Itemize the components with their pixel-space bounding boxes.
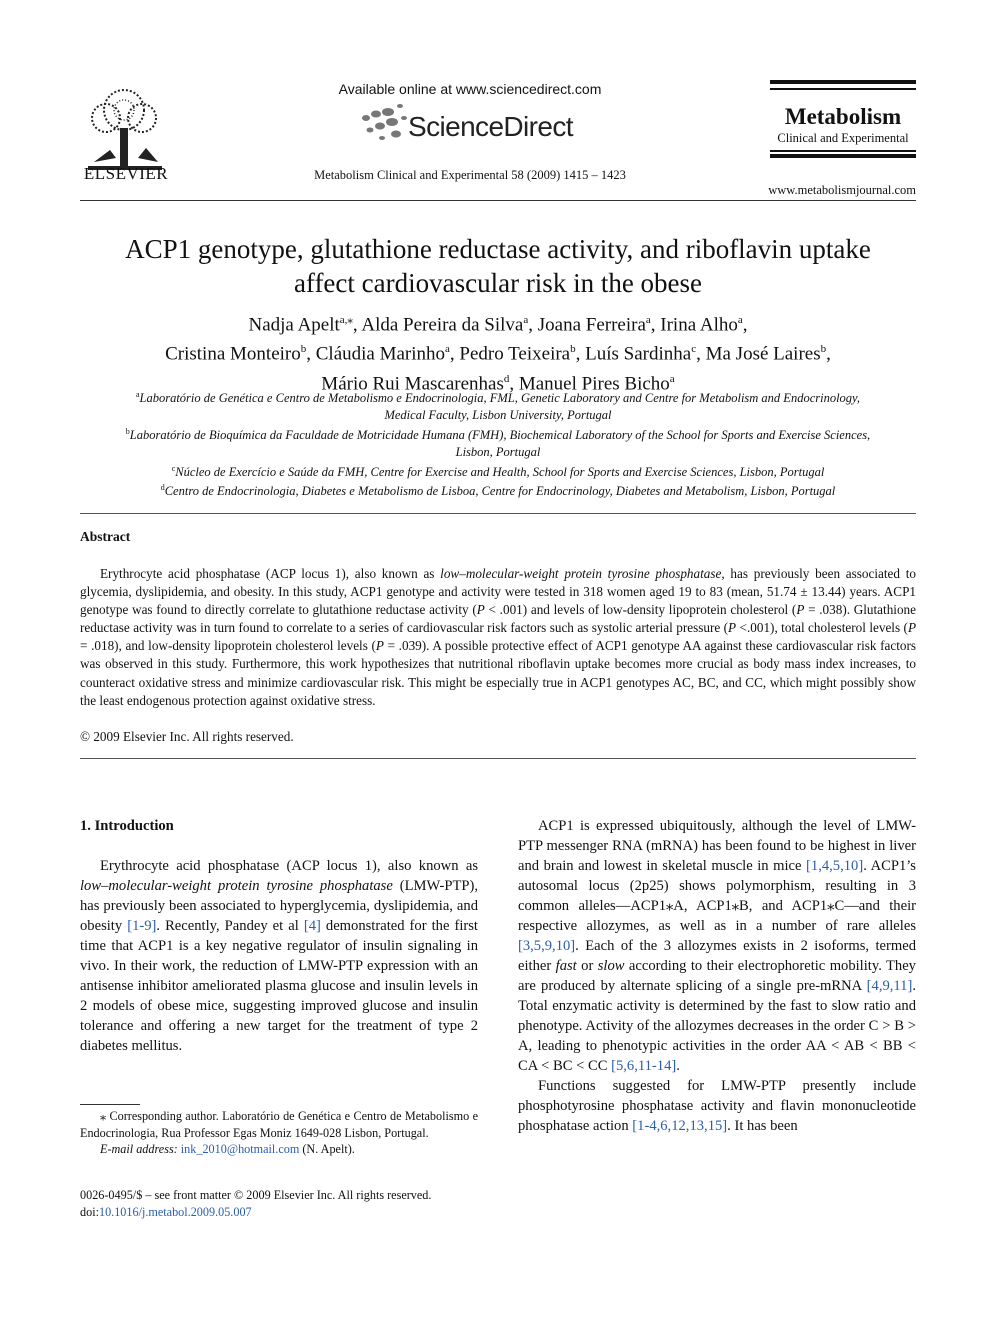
author-separator: , — [509, 372, 519, 394]
right-column — [518, 816, 916, 1136]
affiliation-line — [80, 461, 916, 481]
author-separator: , — [449, 343, 460, 365]
footnote-rule — [80, 1104, 140, 1105]
citation-link[interactable]: [5,6,11-14] — [611, 1058, 677, 1074]
text-run: (LMW-PTP), has previously been associated to hyperglycemia, dyslipidemia, and obesity — [80, 878, 478, 934]
author-name: Pedro Teixeira — [459, 343, 571, 365]
abstract-paragraph — [80, 565, 916, 710]
author-separator: , — [306, 343, 316, 365]
citation-link[interactable]: [4,9,11] — [866, 978, 913, 994]
available-online-text: Available online at www.sciencedirect.com — [338, 81, 602, 97]
abstract-copyright: © 2009 Elsevier Inc. All rights reserved. — [80, 729, 294, 744]
email-link[interactable]: ink_2010@hotmail.com — [180, 1142, 300, 1156]
author-affiliation-mark: a,⁎ — [339, 314, 353, 326]
affiliation-text: Laboratório de Genética e Centro de Metabolismo e Endocrinologia, FML, Genetic Laboratory and Centre for Metabolism and Endocrinology, — [139, 391, 861, 406]
author-name: Joana Ferreira — [537, 314, 646, 336]
body-paragraph — [80, 856, 478, 1056]
author-affiliation-mark: a — [737, 314, 743, 326]
italic-text: low–molecular-weight protein tyrosine phosphatase — [80, 878, 393, 894]
text-run: or — [576, 958, 598, 974]
author-name: Cristina Monteiro — [165, 343, 301, 365]
affiliation-text: Lisbon, Portugal — [455, 444, 541, 459]
italic-text: P — [796, 602, 805, 618]
issn-line: 0026-0495/$ – see front matter © 2009 Elsevier Inc. All rights reserved. — [80, 1188, 432, 1202]
footnote — [80, 1108, 478, 1158]
affiliation-text: Núcleo de Exercício e Saúde da FMH, Centre for Exercise and Health, School for Sports and Exercise Sciences, Lisbon, Portugal — [175, 464, 825, 479]
author-line — [80, 337, 916, 366]
journal-logo-rule — [770, 154, 916, 158]
doi-label: doi: — [80, 1204, 99, 1219]
corresponding-author-note: ⁎ Corresponding author. Laboratório de Genética e Centro de Metabolismo e Endocrinologia, Rua Professor Egas Moniz 1649-028 Lisbon, Portugal. — [80, 1109, 478, 1140]
citation-link[interactable]: [1-4,6,12,13,15] — [632, 1118, 728, 1134]
text-run: Functions suggested for LMW-PTP presently include phosphotyrosine phosphatase activity and flavin mononucleotide phosphatase action — [518, 1078, 916, 1134]
italic-text: low–molecular-weight protein tyrosine phosphatase — [440, 566, 722, 581]
author-name: Luís Sardinha — [585, 343, 692, 365]
author-affiliation-mark: b — [570, 343, 576, 356]
journal-logo-subtitle: Clinical and Experimental — [777, 131, 909, 145]
text-run: = .018), and low-density lipoprotein cholesterol levels ( — [80, 638, 376, 654]
body-paragraph — [518, 1076, 916, 1136]
author-separator: , — [575, 343, 586, 365]
author-separator: , — [826, 343, 831, 365]
text-run: . Total enzymatic activity is determined by the fast to slow ratio and phenotype. Activity of the allozymes decreases in the order C > B > A, leading to phenotypic activities in the order AA < AB < BB < CA < BC < CC — [518, 978, 916, 1074]
email-line — [80, 1141, 478, 1158]
author-line — [80, 308, 916, 337]
italic-text: P — [476, 602, 485, 618]
text-run: ACP1 is expressed ubiquitously, although the level of LMW-PTP messenger RNA (mRNA) has been found to be highest in liver and brain and lowest in skeletal muscle in mice — [518, 818, 916, 874]
author-name: Mário Rui Mascarenhas — [321, 372, 504, 394]
article-title — [80, 232, 916, 300]
publisher-name: ELSEVIER — [83, 164, 169, 183]
author-separator: , — [352, 314, 362, 336]
italic-text: P — [728, 620, 737, 636]
text-run: . Each of the 3 allozymes exists in 2 isoforms, termed either — [518, 938, 916, 974]
text-run: . ACP1’s autosomal locus (2p25) shows polymorphism, resulting in 3 common alleles—ACP1⁎A, ACP1⁎B, and ACP1⁎C—and their respective allozymes, as well as in a number of rare alleles — [518, 858, 916, 934]
sciencedirect-wordmark: ScienceDirect — [408, 111, 573, 142]
front-matter — [80, 1187, 500, 1220]
abstract-bottom-divider — [80, 758, 916, 759]
affiliation-list — [80, 387, 916, 500]
author-list — [80, 308, 916, 396]
journal-citation: Metabolism Clinical and Experimental 58 (2009) 1415 – 1423 — [314, 168, 626, 182]
author-separator: , — [742, 314, 748, 336]
author-affiliation-mark: a — [669, 372, 675, 385]
author-name: Nadja Apelt — [248, 314, 340, 336]
author-separator: , — [696, 343, 706, 365]
affiliation-line — [80, 480, 916, 500]
affiliation-line — [80, 387, 916, 407]
author-affiliation-mark: c — [691, 343, 697, 356]
left-column — [80, 816, 478, 1056]
text-run: Erythrocyte acid phosphatase (ACP locus 1), also known as — [100, 566, 441, 581]
title-line: ACP1 genotype, glutathione reductase activity, and riboflavin uptake — [125, 234, 871, 264]
author-affiliation-mark: d — [503, 372, 510, 385]
journal-website: www.metabolismjournal.com — [768, 183, 916, 197]
text-run: demonstrated for the first time that ACP1 is a key negative regulator of insulin signaling in vivo. In their work, the reduction of LMW-PTP expression with an antisense inhibitor ameliorated plasma glucose and insulin levels in 2 models of obese mice, suggesting improved glucose and insulin tolerance and offering a new target for the treatment of type 2 diabetes mellitus. — [80, 918, 478, 1054]
affiliation-mark: d — [160, 483, 165, 493]
author-affiliation-mark: a — [645, 314, 651, 326]
text-run: . It has been — [727, 1118, 798, 1134]
abstract-heading: Abstract — [80, 529, 131, 544]
author-separator: , — [650, 314, 661, 336]
header-divider — [80, 200, 916, 201]
title-line: affect cardiovascular risk in the obese — [293, 268, 703, 298]
citation-link[interactable]: [1,4,5,10] — [806, 858, 864, 874]
affiliation-mark: a — [135, 390, 140, 399]
text-run: Erythrocyte acid phosphatase (ACP locus 1), also known as — [100, 858, 478, 874]
affiliation-mark: b — [125, 426, 130, 436]
author-separator: , — [528, 314, 538, 336]
text-run: according to their electrophoretic mobility. They are produced by alternate splicing of a single pre-mRNA — [518, 958, 916, 994]
text-run: . — [676, 1058, 680, 1074]
text-run: <.001), total cholesterol levels ( — [736, 620, 908, 636]
email-label: E-mail address: — [100, 1142, 178, 1156]
text-run: . Recently, Pandey et al — [156, 918, 304, 934]
email-owner: (N. Apelt). — [302, 1142, 355, 1156]
section-heading: 1. Introduction — [80, 818, 174, 834]
journal-logo-rule — [770, 150, 916, 152]
affiliation-text: Centro de Endocrinologia, Diabetes e Metabolismo de Lisboa, Centre for Endocrinology, Diabetes and Metabolism, Lisbon, Portugal — [164, 484, 836, 499]
text-run: , has previously been associated to glycemia, dyslipidemia, and obesity. In this study, ACP1 genotype and activity were tested in 318 women aged 19 to 83 (mean, 51.74 ± 13.44) years. ACP1 genotype was found to directly correlate to glutathione reductase activity ( — [80, 566, 916, 618]
affiliation-line — [80, 407, 916, 424]
affiliation-text: Medical Faculty, Lisbon University, Portugal — [384, 407, 612, 422]
italic-text: P — [375, 638, 384, 654]
affiliation-text: Laboratório de Bioquímica da Faculdade de Motricidade Humana (FMH), Biochemical Laboratory of the School for Sports and Exercise Sciences, — [129, 427, 871, 442]
doi-line — [80, 1204, 500, 1221]
abstract-body — [80, 565, 916, 710]
affiliation-mark: c — [171, 463, 176, 473]
italic-text: P — [907, 620, 916, 636]
italic-text: fast — [555, 958, 577, 974]
journal-logo-rule — [770, 88, 916, 90]
citation-link[interactable]: [1-9] — [127, 918, 157, 934]
body-paragraph — [518, 816, 916, 1076]
italic-text: slow — [597, 958, 625, 974]
author-name: Ma José Laires — [705, 343, 821, 365]
affiliation-line — [80, 444, 916, 461]
author-affiliation-mark: b — [820, 343, 827, 356]
text-run: = .038). Glutathione reductase activity was in turn found to correlate to a series of cardiovascular risk factors such as systolic arterial pressure ( — [80, 602, 917, 636]
text-run: = .039). A possible protective effect of ACP1 genotype AA against these cardiovascular risk factors was observed in this study. Furthermore, this work hypothesizes that nutritional riboflavin uptake becomes more crucial as body mass index increases, to counteract oxidative stress and minimize cardiovascular risk. This might be especially true in ACP1 genotypes AC, BC, and CC, which might possibly show the least endogenous protection against oxidative stress. — [80, 638, 917, 708]
author-name: Cláudia Marinho — [315, 343, 446, 365]
abstract-top-divider — [80, 513, 916, 514]
author-name: Irina Alho — [660, 314, 738, 336]
author-name: Alda Pereira da Silva — [361, 314, 524, 336]
author-name: Manuel Pires Bicho — [518, 372, 670, 394]
doi-link[interactable]: 10.1016/j.metabol.2009.05.007 — [98, 1204, 252, 1219]
text-run: < .001) and levels of low-density lipoprotein cholesterol ( — [484, 602, 797, 618]
citation-link[interactable]: [4] — [303, 918, 321, 934]
citation-link[interactable]: [3,5,9,10] — [518, 938, 576, 954]
journal-logo-rule — [770, 80, 916, 84]
author-affiliation-mark: a — [523, 314, 529, 326]
author-affiliation-mark: b — [300, 343, 307, 356]
affiliation-line — [80, 424, 916, 444]
journal-logo-title: Metabolism — [784, 104, 902, 129]
author-affiliation-mark: a — [445, 343, 450, 356]
